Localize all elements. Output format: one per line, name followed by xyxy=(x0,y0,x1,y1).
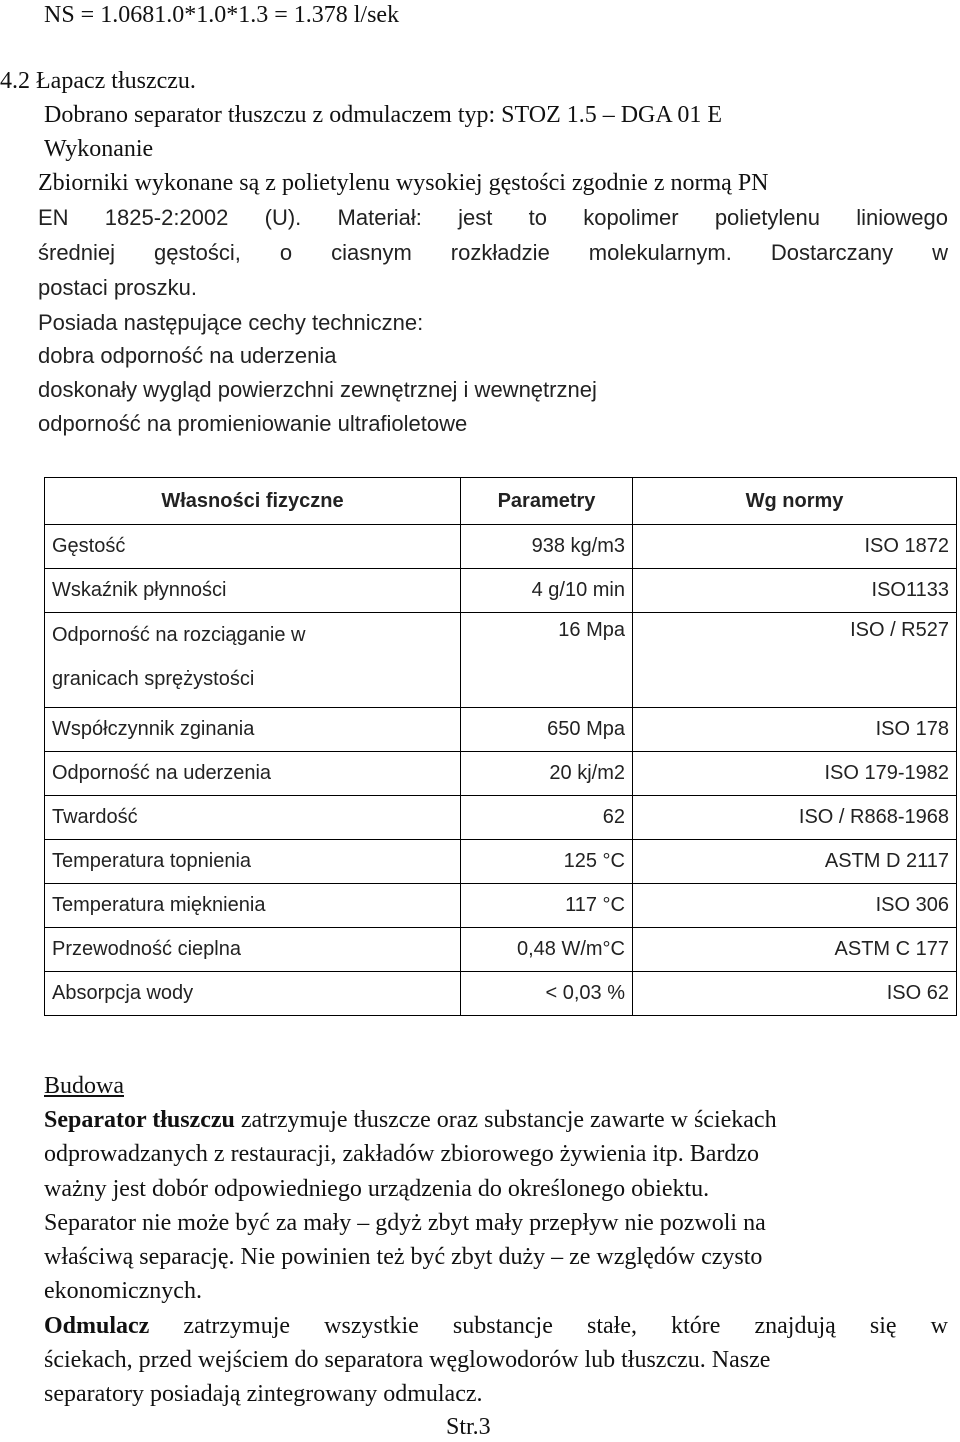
page-number: Str.3 xyxy=(446,1414,491,1440)
property-cell: Współczynnik zginania xyxy=(45,708,461,752)
features-intro: Posiada następujące cechy techniczne: xyxy=(38,310,424,335)
odmulacz-term: Odmulacz xyxy=(44,1313,150,1339)
value-cell: 4 g/10 min xyxy=(461,569,633,613)
standard-cell: ISO1133 xyxy=(633,569,957,613)
table-row xyxy=(45,613,957,708)
table-row xyxy=(45,884,957,928)
separator-term: Separator tłuszczu xyxy=(44,1107,235,1133)
separator-paragraph-line: właściwą separację. Nie powinien też być zbyt duży – ze względów czysto xyxy=(44,1244,763,1270)
table-row xyxy=(45,972,957,1016)
feature-item: odporność na promieniowanie ultrafioletowe xyxy=(38,411,468,436)
value-cell: 117 °C xyxy=(461,884,633,928)
value-cell: < 0,03 % xyxy=(461,972,633,1016)
separator-paragraph-line: ekonomicznych. xyxy=(44,1278,202,1304)
property-cell: Twardość xyxy=(45,796,461,840)
property-cell: Odporność na uderzenia xyxy=(45,752,461,796)
paragraph-line: EN 1825-2:2002 (U). Materiał: jest to kopolimer polietylenu liniowego xyxy=(38,205,948,230)
feature-item: doskonały wygląd powierzchni zewnętrznej i wewnętrznej xyxy=(38,377,597,402)
property-cell: Temperatura topnienia xyxy=(45,840,461,884)
separator-text: zatrzymuje tłuszcze oraz substancje zawarte w ściekach xyxy=(234,1107,777,1133)
table-header-row xyxy=(45,478,957,525)
separator-paragraph-line: ważny jest dobór odpowiedniego urządzenia do określonego obiektu. xyxy=(44,1176,710,1202)
property-cell: Absorpcja wody xyxy=(45,972,461,1016)
value-cell: 0,48 W/m°C xyxy=(461,928,633,972)
table-row xyxy=(45,708,957,752)
odmulacz-paragraph-line: separatory posiadają zintegrowany odmulacz. xyxy=(44,1381,483,1407)
value-cell: 16 Mpa xyxy=(461,613,633,708)
odmulacz-paragraph-line xyxy=(44,1311,948,1341)
value-cell: 650 Mpa xyxy=(461,708,633,752)
table-row xyxy=(45,928,957,972)
value-cell: 938 kg/m3 xyxy=(461,525,633,569)
flow-formula: NS = 1.0681.0*1.0*1.3 = 1.378 l/sek xyxy=(44,2,400,28)
property-cell: Wskaźnik płynności xyxy=(45,569,461,613)
header-standard: Wg normy xyxy=(633,478,957,525)
physical-properties-table xyxy=(44,477,957,1016)
standard-cell: ISO 306 xyxy=(633,884,957,928)
table-row xyxy=(45,840,957,884)
standard-cell: ISO / R868-1968 xyxy=(633,796,957,840)
feature-item: dobra odporność na uderzenia xyxy=(38,343,337,368)
standard-cell: ISO 62 xyxy=(633,972,957,1016)
table-row xyxy=(45,796,957,840)
property-cell xyxy=(45,613,461,708)
separator-paragraph-line xyxy=(44,1105,777,1135)
standard-cell: ISO 178 xyxy=(633,708,957,752)
budowa-heading: Budowa xyxy=(44,1073,124,1099)
separator-paragraph-line: Separator nie może być za mały – gdyż zbyt mały przepływ nie pozwoli na xyxy=(44,1210,766,1236)
separator-selection-text: Dobrano separator tłuszczu z odmulaczem typ: STOZ 1.5 – DGA 01 E xyxy=(44,102,723,128)
value-cell: 20 kj/m2 xyxy=(461,752,633,796)
property-cell: Przewodność cieplna xyxy=(45,928,461,972)
paragraph-line: średniej gęstości, o ciasnym rozkładzie molekularnym. Dostarczany w xyxy=(38,240,948,265)
table-row xyxy=(45,525,957,569)
standard-cell: ISO 1872 xyxy=(633,525,957,569)
header-properties: Własności fizyczne xyxy=(45,478,461,525)
property-cell: Temperatura mięknienia xyxy=(45,884,461,928)
standard-cell: ASTM C 177 xyxy=(633,928,957,972)
property-cell: Gęstość xyxy=(45,525,461,569)
standard-cell: ISO 179-1982 xyxy=(633,752,957,796)
table-row xyxy=(45,569,957,613)
odmulacz-text: zatrzymuje wszystkie substancje stałe, które znajdują się w xyxy=(149,1313,948,1339)
property-line: Odporność na rozciąganie w xyxy=(52,624,306,646)
header-parameters: Parametry xyxy=(461,478,633,525)
paragraph-line: postaci proszku. xyxy=(38,275,197,300)
separator-paragraph-line: odprowadzanych z restauracji, zakładów zbiorowego żywienia itp. Bardzo xyxy=(44,1141,760,1167)
value-cell: 62 xyxy=(461,796,633,840)
section-heading: 4.2 Łapacz tłuszczu. xyxy=(0,68,196,94)
odmulacz-paragraph-line: ściekach, przed wejściem do separatora węglowodorów lub tłuszczu. Nasze xyxy=(44,1347,771,1373)
standard-cell: ASTM D 2117 xyxy=(633,840,957,884)
paragraph-line: Zbiorniki wykonane są z polietylenu wysokiej gęstości zgodnie z normą PN xyxy=(38,170,769,196)
value-cell: 125 °C xyxy=(461,840,633,884)
standard-cell: ISO / R527 xyxy=(633,613,957,708)
table-row xyxy=(45,752,957,796)
property-line: granicach sprężystości xyxy=(52,668,255,690)
wykonanie-heading: Wykonanie xyxy=(44,136,154,162)
